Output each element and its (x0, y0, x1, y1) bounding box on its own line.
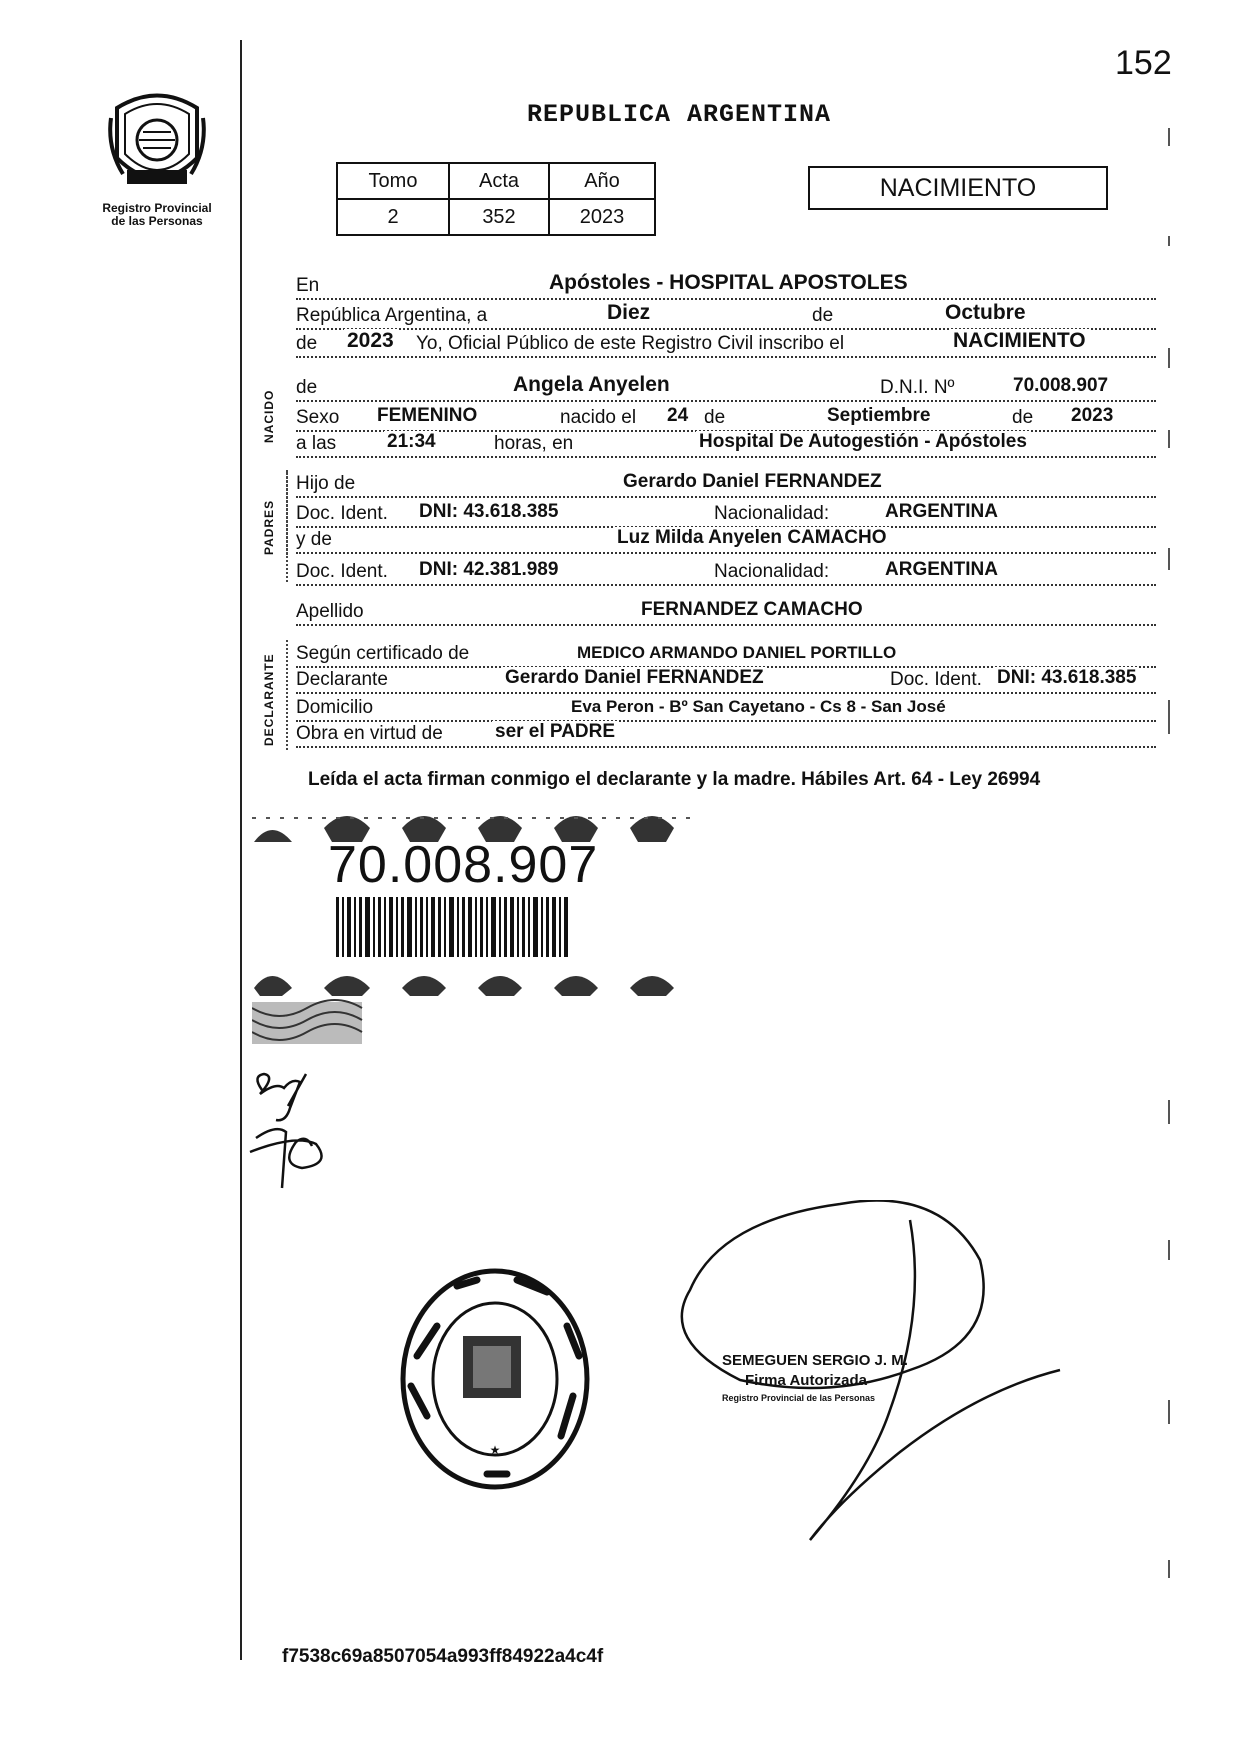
value-mother-doc: DNI: 42.381.989 (416, 559, 561, 581)
row-mother: y de Luz Milda Anyelen CAMACHO (296, 524, 1156, 554)
row-mother-doc: Doc. Ident. DNI: 42.381.989 Nacionalidad: ARGENTINA (296, 556, 1156, 586)
signer-role: Firma Autorizada (745, 1372, 867, 1389)
record-type-box: NACIMIENTO (808, 166, 1108, 210)
ref-header-acta: Acta (449, 163, 549, 199)
signer-org: Registro Provincial de las Personas (722, 1393, 876, 1403)
margin-mark (1168, 348, 1170, 368)
value-child-dni: 70.008.907 (1010, 375, 1111, 397)
value-birth-year: 2023 (1068, 405, 1116, 427)
value-capacity: ser el PADRE (492, 721, 618, 743)
row-act-type: de 2023 Yo, Oficial Público de este Registro Civil inscribo el NACIMIENTO (296, 328, 1156, 358)
value-certificate: MEDICO ARMANDO DANIEL PORTILLO (574, 643, 899, 663)
registry-logo (92, 88, 222, 228)
value-mother-nationality: ARGENTINA (882, 559, 1001, 581)
value-birth-day: 24 (664, 405, 691, 427)
document-hash: f7538c69a8507054a993ff84922a4c4f (282, 1646, 604, 1667)
reference-table (336, 162, 656, 236)
value-place: Apóstoles - HOSPITAL APOSTOLES (546, 271, 911, 295)
row-certificate: Según certificado de MEDICO ARMANDO DANIEL PORTILLO (296, 638, 1156, 668)
svg-text:★: ★ (489, 1443, 501, 1457)
ref-value-acta: 352 (449, 199, 549, 235)
row-date: República Argentina, a Diez de Octubre (296, 300, 1156, 330)
ref-value-tomo: 2 (337, 199, 449, 235)
value-mother: Luz Milda Anyelen CAMACHO (614, 527, 890, 549)
reading-note: Leída el acta firman conmigo el declarante y la madre. Hábiles Art. 64 - Ley 26994 (308, 769, 1041, 790)
row-capacity: Obra en virtud de ser el PADRE (296, 718, 1156, 748)
ref-header-tomo: Tomo (337, 163, 449, 199)
margin-mark (1168, 1240, 1170, 1260)
value-father-nationality: ARGENTINA (882, 501, 1001, 523)
value-act-type: NACIMIENTO (950, 329, 1089, 353)
value-address: Eva Peron - Bº San Cayetano - Cs 8 - San José (568, 697, 949, 717)
value-day: Diez (604, 301, 653, 325)
value-birth-month: Septiembre (824, 405, 933, 427)
value-father-doc: DNI: 43.618.385 (416, 501, 561, 523)
value-month: Octubre (942, 301, 1029, 325)
margin-rule (240, 40, 242, 1660)
page-number: 152 (1115, 44, 1172, 82)
authorized-signature-block (722, 1352, 908, 1403)
dni-stamp-number: 70.008.907 (328, 836, 599, 894)
row-declarant: Declarante Gerardo Daniel FERNANDEZ Doc. Ident. DNI: 43.618.385 (296, 664, 1156, 694)
row-father-doc: Doc. Ident. DNI: 43.618.385 Nacionalidad: ARGENTINA (296, 498, 1156, 528)
value-father: Gerardo Daniel FERNANDEZ (620, 471, 885, 493)
security-strip-bottom (252, 968, 694, 1046)
margin-mark (1168, 1400, 1170, 1424)
margin-mark (1168, 128, 1170, 146)
value-child-name: Angela Anyelen (510, 373, 673, 397)
page-title: REPUBLICA ARGENTINA (527, 100, 832, 129)
section-label-declarante: DECLARANTE (262, 653, 276, 746)
margin-mark (1168, 700, 1170, 734)
margin-mark (1168, 430, 1170, 448)
section-bracket (286, 472, 289, 582)
margin-mark (1168, 1100, 1170, 1124)
value-birth-place: Hospital De Autogestión - Apóstoles (696, 431, 1030, 453)
section-bracket (286, 640, 289, 750)
registry-name-line2: de las Personas (111, 214, 203, 228)
value-birth-time: 21:34 (384, 431, 439, 453)
declarant-initials-signature (246, 1068, 356, 1190)
row-place: En Apóstoles - HOSPITAL APOSTOLES (296, 270, 1156, 300)
value-declarant-doc: DNI: 43.618.385 (994, 667, 1139, 689)
margin-mark (1168, 236, 1170, 246)
row-born-name: de Angela Anyelen D.N.I. Nº 70.008.907 (296, 372, 1156, 402)
ref-value-ano: 2023 (549, 199, 655, 235)
signer-name: SEMEGUEN SERGIO J. M. (722, 1352, 908, 1369)
row-born-place: a las 21:34 horas, en Hospital De Autogestión - Apóstoles (296, 428, 1156, 458)
margin-mark (1168, 1560, 1170, 1578)
provincial-coat-of-arms-icon (107, 88, 207, 198)
row-born-date: Sexo FEMENINO nacido el 24 de Septiembre de 2023 (296, 402, 1156, 432)
value-sex: FEMENINO (374, 405, 480, 427)
value-declarant: Gerardo Daniel FERNANDEZ (502, 667, 767, 689)
row-father: Hijo de Gerardo Daniel FERNANDEZ (296, 468, 1156, 498)
margin-mark (1168, 548, 1170, 570)
ref-header-ano: Año (549, 163, 655, 199)
registry-name-line1: Registro Provincial (102, 201, 212, 215)
row-surname: Apellido FERNANDEZ CAMACHO (296, 596, 1156, 626)
section-label-padres: PADRES (262, 499, 276, 555)
official-seal (397, 1266, 593, 1492)
row-address: Domicilio Eva Peron - Bº San Cayetano - Cs 8 - San José (296, 692, 1156, 722)
value-surname: FERNANDEZ CAMACHO (638, 599, 866, 621)
value-year: 2023 (344, 329, 397, 353)
barcode-icon (336, 897, 568, 957)
section-label-nacido: NACIDO (262, 389, 276, 443)
